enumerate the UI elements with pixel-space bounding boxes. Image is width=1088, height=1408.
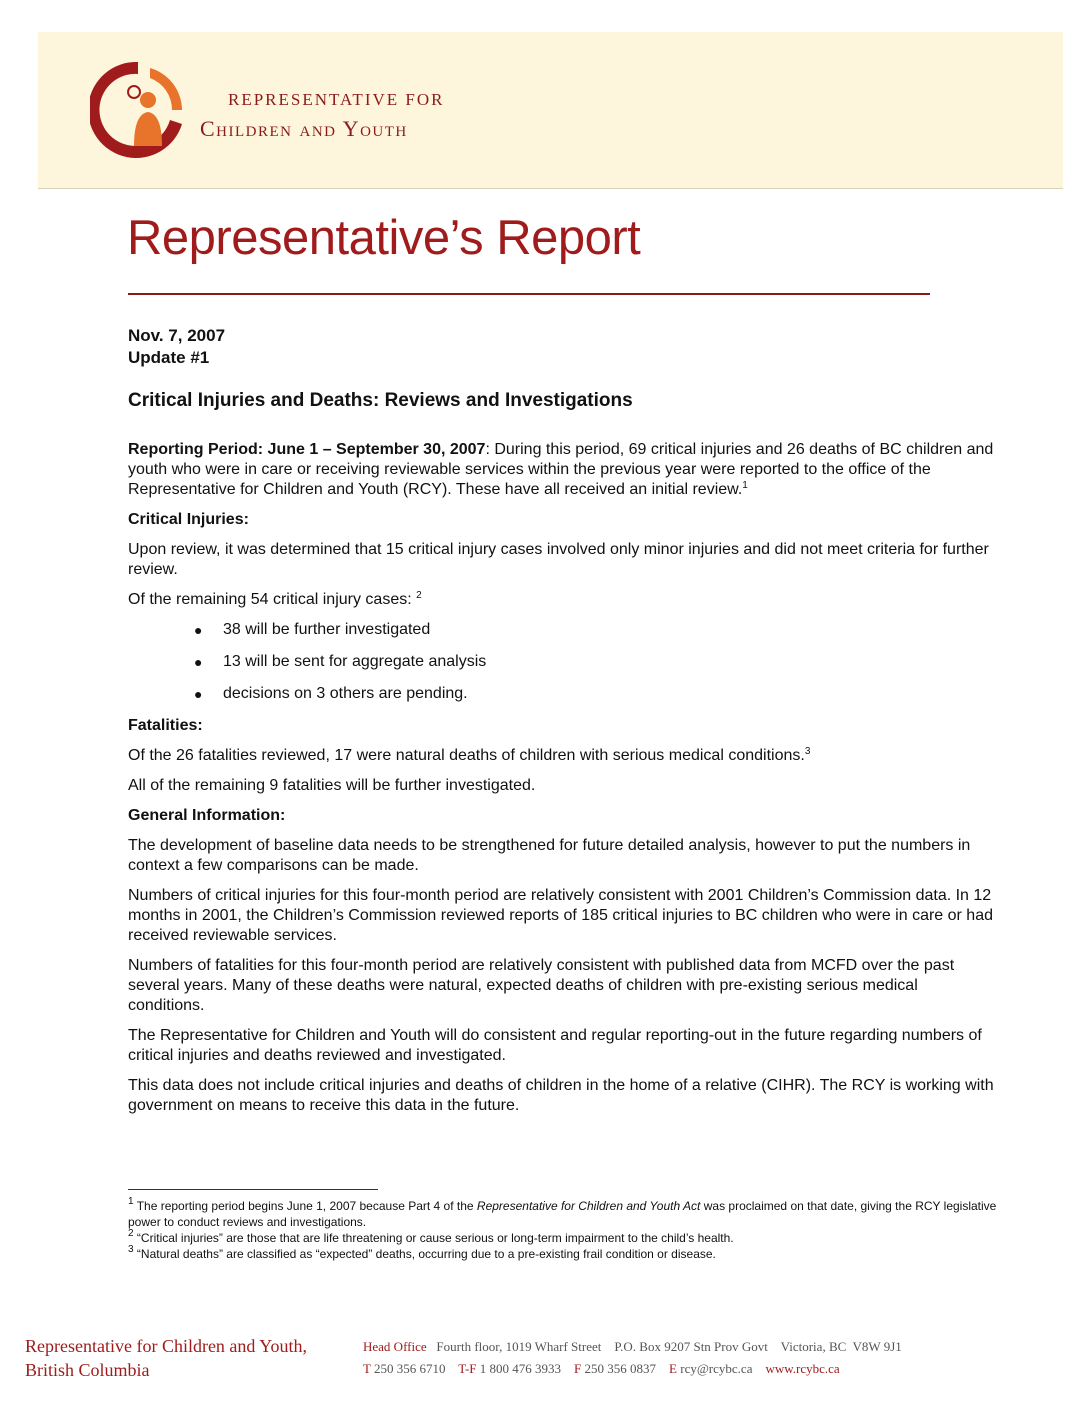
- footnote-text: was proclaimed on that date, giving the RCY legislative power to conduct reviews and investigations.: [128, 1199, 997, 1229]
- report-body: [128, 325, 998, 1126]
- footnote-divider: [128, 1189, 378, 1190]
- fax-label: F: [574, 1361, 582, 1376]
- critical-injuries-p1: Upon review, it was determined that 15 critical injury cases involved only minor injuries and did not meet criteria for further review.: [128, 541, 989, 578]
- intro-paragraph: [128, 440, 998, 500]
- header-band: [38, 32, 1063, 189]
- org-name-line1: REPRESENTATIVE FOR: [228, 90, 445, 109]
- footnote-number: 3: [128, 1244, 134, 1255]
- footnotes: [128, 1198, 998, 1262]
- footnote-text: The reporting period begins June 1, 2007 because Part 4 of the: [136, 1199, 477, 1213]
- report-title: Representative’s Report: [127, 211, 641, 265]
- toll-free-label: T-F: [458, 1361, 477, 1376]
- footnote-3: [128, 1246, 998, 1262]
- footnote-text: “Critical injuries” are those that are life threatening or cause serious or long-term impairment to the child’s health.: [136, 1231, 734, 1245]
- footnote-2: [128, 1230, 998, 1246]
- general-paragraph: This data does not include critical injuries and deaths of children in the home of a relative (CIHR). The RCY is working with government on means to receive this data in the future.: [128, 1077, 994, 1114]
- toll-free-number: 1 800 476 3933: [479, 1361, 562, 1376]
- footnote-ref-3: 3: [804, 746, 811, 757]
- address-text: Fourth floor, 1019 Wharf Street P.O. Box 9207 Stn Prov Govt Victoria, BC V8W 9J1: [436, 1339, 902, 1354]
- general-paragraph: Numbers of fatalities for this four-month period are relatively consistent with published data from MCFD over the past several years. Many of these deaths were natural, expected deaths of children with pre-existing serious medical conditions.: [128, 957, 955, 1014]
- footnote-1: [128, 1198, 998, 1230]
- bullet-icon: ●: [194, 654, 203, 670]
- footer-contacts: [363, 1361, 840, 1377]
- fax-number: 250 356 0837: [584, 1361, 657, 1376]
- fatalities-heading: Fatalities:: [128, 717, 203, 734]
- website-link[interactable]: www.rcybc.ca: [765, 1361, 840, 1376]
- footer-org-name: Representative for Children and Youth,: [25, 1336, 307, 1356]
- footer-province: British Columbia: [25, 1360, 150, 1380]
- footnote-number: 1: [128, 1196, 134, 1207]
- head-office-label: Head Office: [363, 1339, 427, 1354]
- general-paragraph: Numbers of critical injuries for this four-month period are relatively consistent with 2001 Children’s Commission data. In 12 months in 2001, the Children’s Commission reviewed reports of 185 critical injuries to BC children who were in care or had received reviewable services.: [128, 887, 993, 944]
- email-label: E: [669, 1361, 677, 1376]
- phone-number: 250 356 6710: [373, 1361, 446, 1376]
- footnote-number: 2: [128, 1228, 134, 1239]
- footnote-text: “Natural deaths” are classified as “expected” deaths, occurring due to a pre-existing frail condition or disease.: [136, 1247, 716, 1261]
- title-divider: [128, 293, 930, 295]
- footnote-ref-1: 1: [742, 480, 748, 491]
- act-title: Representative for Children and Youth Act: [476, 1199, 701, 1213]
- list-item-text: 38 will be further investigated: [223, 621, 431, 638]
- section-title: Critical Injuries and Deaths: Reviews and Investigations: [128, 390, 633, 411]
- list-item-text: 13 will be sent for aggregate analysis: [223, 653, 487, 670]
- email-link[interactable]: rcy@rcybc.ca: [680, 1361, 753, 1376]
- list-item: [128, 620, 998, 640]
- critical-injuries-heading: Critical Injuries:: [128, 511, 249, 528]
- general-paragraph: The development of baseline data needs to be strengthened for future detailed analysis, however to put the numbers in context a few comparisons can be made.: [128, 837, 971, 874]
- injury-outcomes-list: [128, 620, 998, 704]
- critical-injuries-p2-text: Of the remaining 54 critical injury cases:: [128, 591, 412, 608]
- list-item: [128, 652, 998, 672]
- fatalities-p1-text: Of the 26 fatalities reviewed, 17 were natural deaths of children with serious medical conditions.: [128, 747, 805, 764]
- general-info-heading: General Information:: [128, 807, 286, 824]
- phone-label: T: [363, 1361, 371, 1376]
- rcy-logo-icon: [90, 54, 186, 164]
- reporting-period-label: Reporting Period: June 1 – September 30, 2007: [128, 441, 486, 458]
- org-name-line2: Children and Youth: [200, 116, 408, 141]
- fatalities-p1: [128, 746, 998, 766]
- update-number: Update #1: [128, 348, 210, 367]
- footer-address: [363, 1339, 902, 1355]
- report-date: Nov. 7, 2007: [128, 326, 226, 345]
- intro-text: : During this period, 69 critical injuries and 26 deaths of BC children and youth who were in care or receiving reviewable services within the previous year were reported to the office of the Representative for Children and Youth (RCY). These have all received an initial review.: [128, 441, 994, 498]
- bullet-icon: ●: [194, 686, 203, 702]
- fatalities-p2: All of the remaining 9 fatalities will be further investigated.: [128, 777, 536, 794]
- critical-injuries-p2: [128, 590, 998, 610]
- list-item-text: decisions on 3 others are pending.: [223, 685, 468, 702]
- footnote-ref-2: 2: [416, 590, 422, 601]
- list-item: [128, 684, 998, 704]
- general-paragraph: The Representative for Children and Youth will do consistent and regular reporting-out in the future regarding numbers of critical injuries and deaths reviewed and investigated.: [128, 1027, 982, 1064]
- bullet-icon: ●: [194, 622, 203, 638]
